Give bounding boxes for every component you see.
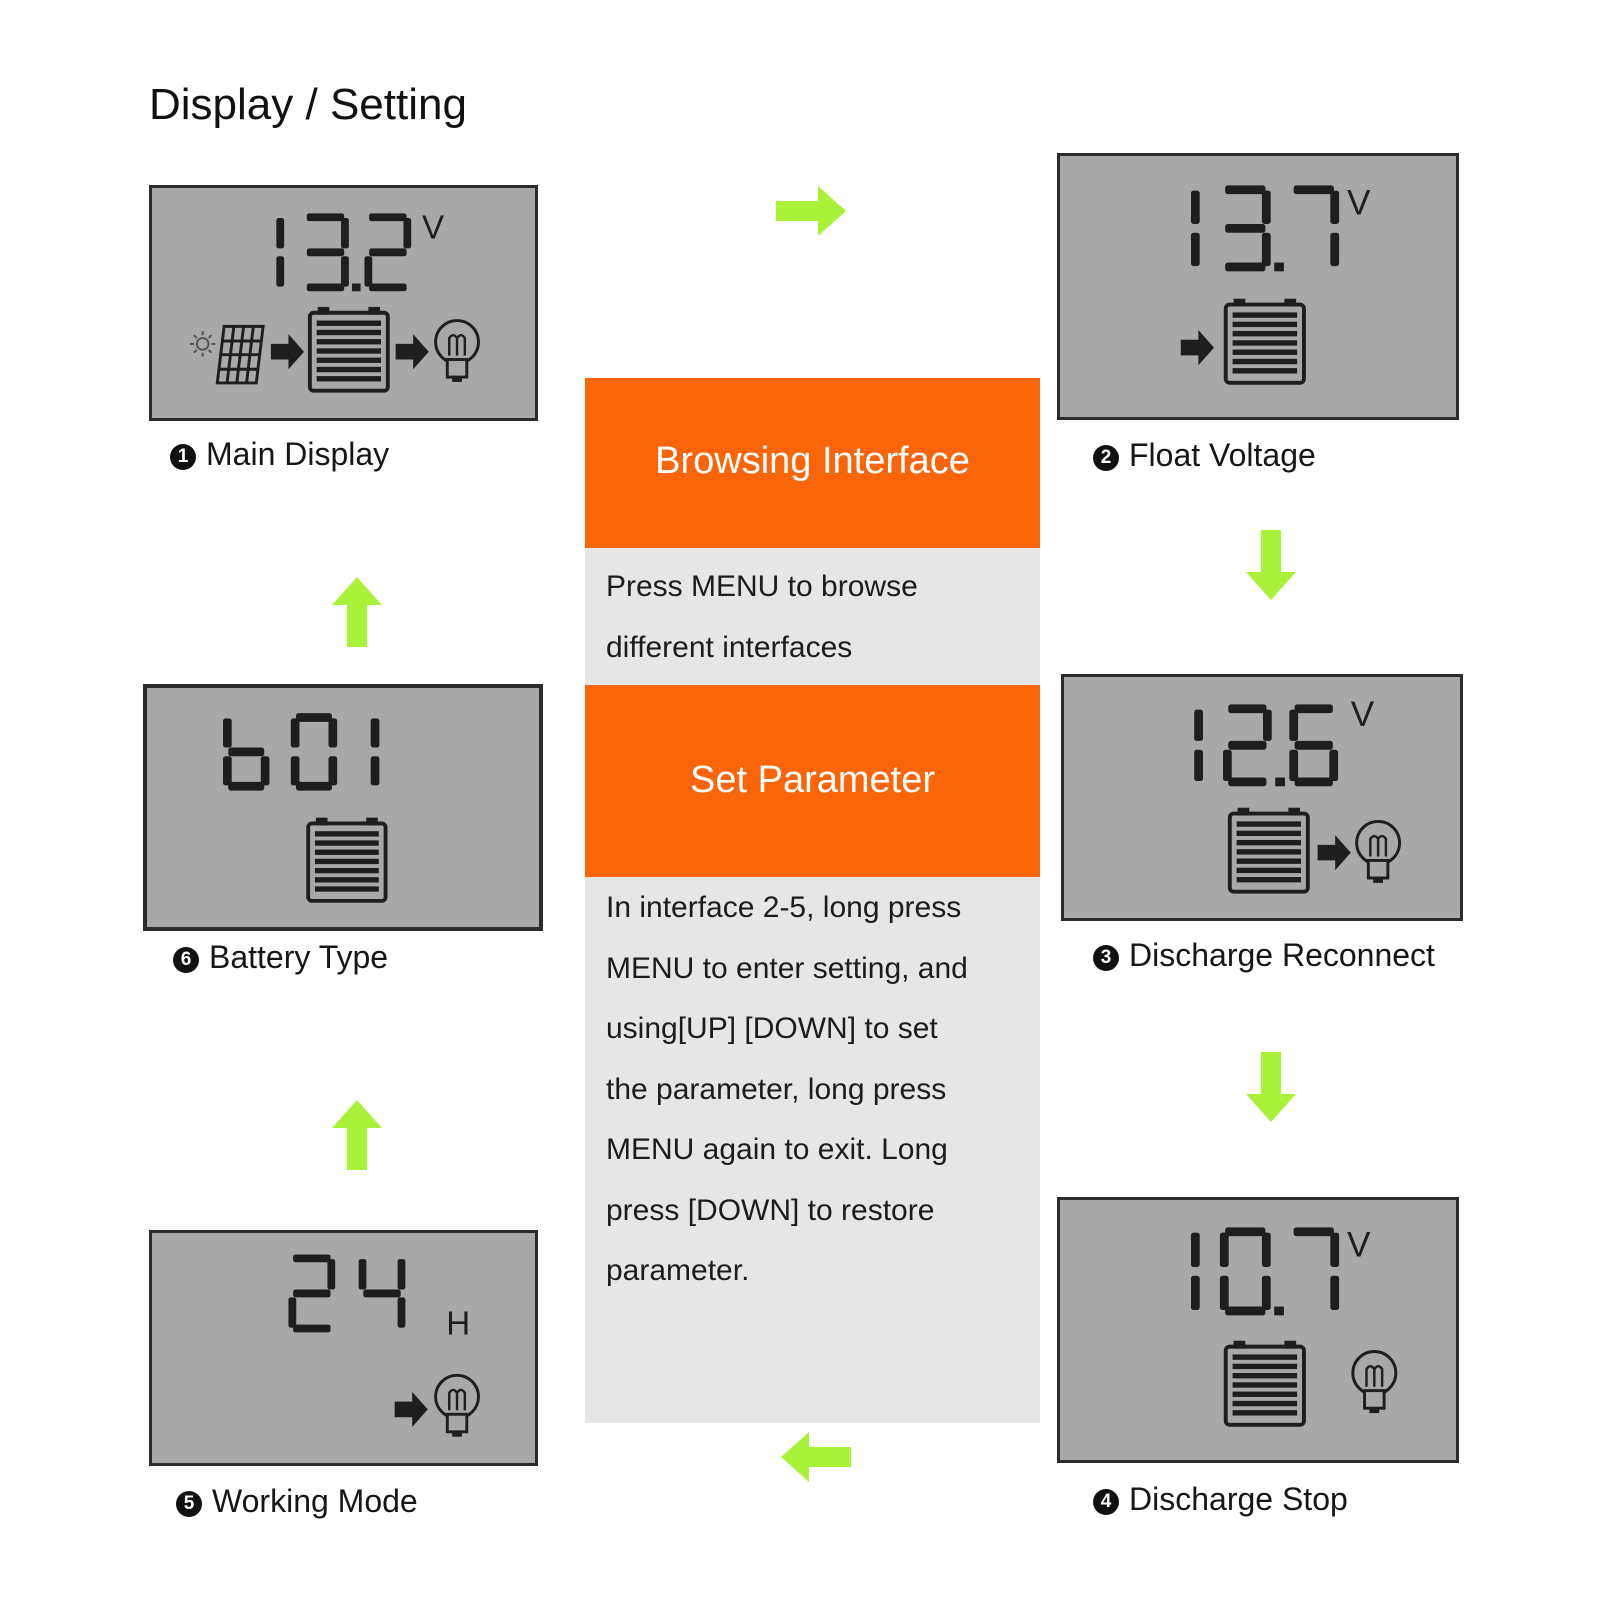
seven-segment-reading (288, 1254, 405, 1332)
lcd-screen-float-voltage (1057, 153, 1459, 420)
page-title: Display / Setting (149, 80, 467, 129)
set-parameter-instructions (606, 878, 1036, 1302)
instruction-line: In interface 2-5, long press (606, 891, 962, 924)
bulb-icon (1357, 821, 1400, 882)
instruction-line: Press MENU to browse (606, 570, 918, 603)
seven-segment-reading (1194, 704, 1338, 786)
browsing-interface-banner (585, 378, 1040, 548)
unit-label: V (1346, 1225, 1371, 1265)
seven-segment-reading (1191, 1227, 1339, 1315)
screen-label-text: Float Voltage (1129, 437, 1316, 473)
step-number-badge: 4 (1093, 1489, 1119, 1515)
bulb-icon (436, 1375, 479, 1436)
screen-label-main-display (170, 436, 389, 473)
step-number-badge: 5 (176, 1491, 202, 1517)
arrow-down-icon (1246, 1052, 1296, 1122)
step-number-badge: 1 (170, 444, 196, 470)
lcd-screen-main-display (149, 185, 538, 421)
battery-icon (1230, 808, 1308, 892)
seven-segment-reading (223, 713, 379, 790)
instruction-line: press [DOWN] to restore (606, 1193, 935, 1227)
arrow-up-icon (332, 577, 382, 647)
instruction-line: the parameter, long press (606, 1072, 947, 1106)
screen-label-text: Discharge Reconnect (1129, 937, 1435, 973)
arrow-icon (395, 1392, 428, 1427)
arrow-right-icon (776, 186, 846, 236)
lcd-discharge-stop-graphic (1060, 1200, 1456, 1460)
screen-label-text: Battery Type (209, 939, 389, 975)
arrow-down-icon (1246, 530, 1296, 600)
screen-label-battery-type (173, 939, 388, 976)
arrow-icon (1318, 835, 1351, 870)
browsing-interface-heading: Browsing Interface (655, 440, 970, 482)
lcd-discharge-reconnect-graphic (1064, 677, 1460, 918)
unit-label: V (421, 209, 445, 247)
lcd-screen-battery-type (143, 684, 543, 931)
step-number-badge: 6 (173, 947, 199, 973)
instructions-panel (585, 378, 1040, 1423)
browsing-instructions (606, 556, 918, 678)
bulb-icon (1353, 1352, 1396, 1414)
screen-label-float-voltage (1093, 437, 1316, 474)
lcd-screen-discharge-reconnect (1061, 674, 1463, 921)
lcd-float-voltage-graphic (1060, 156, 1456, 417)
battery-icon (1226, 1341, 1304, 1425)
screen-label-text: Main Display (206, 436, 390, 472)
lcd-battery-type-graphic (147, 688, 539, 927)
arrow-icon (271, 334, 304, 369)
set-parameter-banner (585, 685, 1040, 877)
step-number-badge: 3 (1093, 945, 1119, 971)
set-parameter-heading: Set Parameter (690, 759, 935, 801)
arrow-up-icon (332, 1100, 382, 1170)
instruction-line: parameter. (606, 1254, 750, 1287)
arrow-left-icon (781, 1432, 851, 1482)
sun-icon (190, 331, 215, 356)
arrow-icon (396, 334, 429, 369)
battery-icon (310, 307, 388, 391)
screen-label-working-mode (176, 1483, 418, 1520)
arrow-icon (1181, 330, 1214, 365)
solar-panel-icon (217, 326, 263, 383)
instruction-line: using[UP] [DOWN] to set (606, 1012, 938, 1045)
step-number-badge: 2 (1093, 445, 1119, 471)
unit-label: V (1346, 183, 1371, 223)
instruction-line: MENU again to exit. Long (606, 1133, 948, 1166)
screen-label-discharge-reconnect (1093, 937, 1435, 974)
lcd-screen-working-mode (149, 1230, 538, 1466)
screen-label-text: Working Mode (212, 1483, 418, 1519)
lcd-main-display-graphic (152, 188, 535, 418)
battery-icon (1226, 299, 1304, 383)
bulb-icon (436, 321, 479, 382)
screen-label-discharge-stop (1093, 1481, 1348, 1518)
seven-segment-reading (1191, 185, 1339, 271)
unit-label: H (446, 1305, 471, 1343)
screen-label-text: Discharge Stop (1129, 1481, 1348, 1517)
unit-label: V (1350, 694, 1375, 734)
battery-icon (308, 818, 385, 901)
instruction-line: different interfaces (606, 631, 853, 664)
lcd-screen-discharge-stop (1057, 1197, 1459, 1463)
instruction-line: MENU to enter setting, and (606, 951, 968, 985)
seven-segment-reading (276, 213, 411, 291)
lcd-working-mode-graphic (152, 1233, 535, 1463)
